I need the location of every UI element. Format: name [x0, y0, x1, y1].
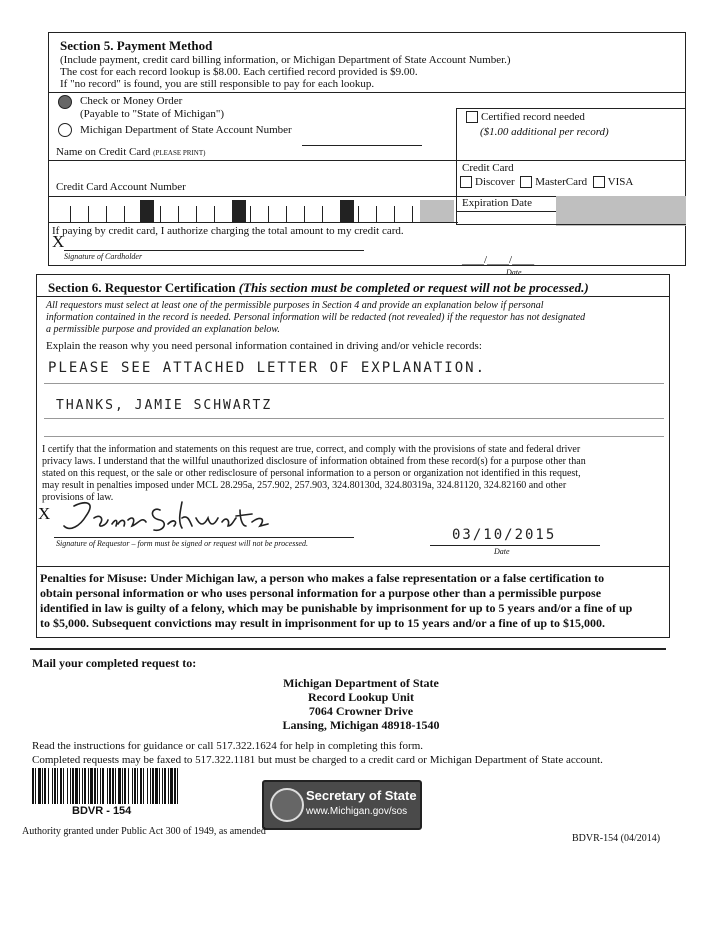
requestor-signature: [56, 496, 296, 540]
barcode: [32, 768, 182, 806]
explain-label: Explain the reason why you need personal information contained in driving and/or vehicle records:: [46, 340, 482, 352]
barcode-bar: [52, 768, 53, 804]
mail-divider: [30, 648, 666, 650]
cardholder-x: X: [52, 232, 65, 251]
card-digit-divider: [412, 206, 413, 222]
explanation-handwritten-2[interactable]: THANKS, JAMIE SCHWARTZ: [56, 398, 273, 413]
visa-label: VISA: [607, 176, 634, 188]
account-number-radio[interactable]: [58, 123, 72, 137]
certify-line-2: privacy laws. I understand that the willful unauthorized disclosure of information obtained from these record(s) for a purpose other than: [42, 456, 586, 467]
name-on-card-label: [56, 146, 205, 160]
form-id: BDVR-154 (04/2014): [572, 833, 661, 844]
name-on-card-text: Name on Credit Card: [56, 146, 151, 158]
check-money-order-label: Check or Money Order: [80, 95, 183, 107]
barcode-bar: [60, 768, 62, 804]
card-digit-divider: [124, 206, 125, 222]
authorize-text: If paying by credit card, I authorize charging the total amount to my credit card.: [52, 225, 404, 237]
card-digit-divider: [196, 206, 197, 222]
card-digit-divider: [394, 206, 395, 222]
card-digit-divider: [250, 206, 251, 222]
section5-title: Section 5. Payment Method: [60, 38, 213, 53]
sos-seal-icon: [270, 788, 304, 822]
account-number-label: Michigan Department of State Account Number: [80, 124, 292, 136]
barcode-bar: [32, 768, 34, 804]
mail-heading: Mail your completed request to:: [32, 656, 197, 670]
requestor-signature-label: Signature of Requestor – form must be signed or request will not be processed.: [56, 539, 308, 548]
barcode-bar: [140, 768, 142, 804]
barcode-bar: [168, 768, 169, 804]
section6-intro-3: a permissible purpose and provided an explanation below.: [46, 324, 280, 335]
help-line-2: Completed requests may be faxed to 517.322.1181 but must be charged to a credit card or Michigan Department of State account.: [32, 754, 603, 766]
barcode-bar: [102, 768, 104, 804]
barcode-bar: [177, 768, 178, 804]
barcode-bar: [118, 768, 121, 804]
account-number-field[interactable]: [302, 145, 422, 146]
barcode-bar: [97, 768, 98, 804]
barcode-bar: [94, 768, 96, 804]
barcode-bar: [82, 768, 83, 804]
name-on-card-field[interactable]: [50, 160, 454, 176]
requestor-signature-line[interactable]: [54, 537, 354, 538]
barcode-bar: [137, 768, 138, 804]
barcode-bar: [124, 768, 126, 804]
credit-card-label: Credit Card: [462, 162, 514, 174]
barcode-bar: [150, 768, 151, 804]
card-digit-divider: [286, 206, 287, 222]
cardholder-date-label: Date: [506, 268, 522, 277]
card-number-shaded: [420, 200, 454, 222]
barcode-bar: [90, 768, 93, 804]
barcode-bar: [115, 768, 116, 804]
barcode-bar: [155, 768, 158, 804]
barcode-bar: [134, 768, 136, 804]
barcode-bar: [42, 768, 43, 804]
penalties-line-3: identified in law is guilty of a felony, which may be punishable by imprisonment for up to 5 years and/or a fine of up: [40, 601, 633, 615]
barcode-bar: [100, 768, 101, 804]
card-digit-divider: [322, 206, 323, 222]
section5-note-3: If "no record" is found, you are still responsible to pay for each lookup.: [60, 78, 375, 90]
penalties-line-2: obtain personal information or who uses personal information for a purpose other than a permissible purpose: [40, 586, 602, 600]
barcode-bar: [44, 768, 46, 804]
card-number-boxes[interactable]: [50, 196, 456, 220]
barcode-bar: [57, 768, 58, 804]
barcode-bar: [112, 768, 114, 804]
barcode-bar: [132, 768, 133, 804]
barcode-bar: [162, 768, 163, 804]
barcode-bar: [174, 768, 176, 804]
penalties-line-4: to $5,000. Subsequent convictions may result in imprisonment for up to 15 years and/or a fine of up to $15,000.: [40, 616, 606, 630]
barcode-bar: [107, 768, 108, 804]
sos-logo-title: Secretary of State: [306, 788, 417, 803]
certified-record-checkbox[interactable]: [466, 111, 478, 123]
section6-intro-2: information contained in the record is needed. Personal information will be redacted (not revealed) if the requestor has not designated: [46, 312, 586, 323]
certify-line-5: provisions of law.: [42, 492, 114, 503]
mail-address-4: Lansing, Michigan 48918-1540: [282, 718, 440, 732]
barcode-bar: [109, 768, 111, 804]
barcode-bar: [84, 768, 86, 804]
barcode-bar: [79, 768, 80, 804]
expiration-label: Expiration Date: [462, 197, 532, 209]
requestor-date-value[interactable]: 03/10/2015: [452, 527, 557, 543]
barcode-bar: [128, 768, 129, 804]
card-types: [460, 176, 633, 189]
visa-checkbox[interactable]: [593, 176, 605, 188]
sos-logo: [262, 780, 422, 830]
card-digit-divider: [304, 206, 305, 222]
certified-record-label: Certified record needed: [481, 111, 585, 123]
barcode-bar: [38, 768, 41, 804]
barcode-bar: [63, 768, 64, 804]
check-money-order-sub: (Payable to "State of Michigan"): [80, 108, 224, 120]
certify-line-4: may result in penalties imposed under MCL 28.295a, 257.902, 257.903, 324.80130d, 324.80319a, 324.81120, 324.82160 and other: [42, 480, 567, 491]
barcode-bar: [147, 768, 148, 804]
barcode-bar: [164, 768, 166, 804]
explanation-handwritten-1[interactable]: PLEASE SEE ATTACHED LETTER OF EXPLANATION.: [48, 360, 487, 376]
section6-title-note: (This section must be completed or request will not be processed.): [238, 280, 589, 295]
card-group-separator: [340, 200, 354, 222]
mastercard-label: MasterCard: [535, 176, 588, 188]
sos-logo-url[interactable]: www.Michigan.gov/sos: [306, 806, 408, 817]
barcode-bar: [170, 768, 173, 804]
card-digit-divider: [160, 206, 161, 222]
barcode-bar: [75, 768, 78, 804]
card-digit-divider: [88, 206, 89, 222]
section5-note-2: The cost for each record lookup is $8.00. Each certified record provided is $9.00.: [60, 66, 418, 78]
section5-note-1: (Include payment, credit card billing information, or Michigan Department of State Account Number.): [60, 54, 511, 66]
requestor-date-label: Date: [494, 547, 510, 556]
barcode-bar: [72, 768, 74, 804]
card-group-separator: [232, 200, 246, 222]
card-digit-divider: [178, 206, 179, 222]
help-line-1: Read the instructions for guidance or call 517.322.1624 for help in completing this form.: [32, 740, 424, 752]
barcode-label: BDVR - 154: [72, 805, 132, 817]
requestor-x: X: [38, 504, 51, 523]
cardholder-signature-line[interactable]: [64, 250, 364, 251]
barcode-bar: [88, 768, 89, 804]
card-digit-divider: [358, 206, 359, 222]
card-digit-divider: [214, 206, 215, 222]
section6-title: [48, 280, 589, 295]
section6-title-text: Section 6. Requestor Certification: [48, 280, 236, 295]
discover-checkbox[interactable]: [460, 176, 472, 188]
barcode-bar: [35, 768, 36, 804]
penalties-line-1: Penalties for Misuse: Under Michigan law, a person who makes a false representation or a false certification to: [40, 571, 605, 585]
cardholder-date-field[interactable]: ____/____/____: [462, 254, 535, 266]
card-digit-divider: [268, 206, 269, 222]
account-number-card-label: Credit Card Account Number: [56, 181, 186, 193]
barcode-bar: [152, 768, 154, 804]
card-digit-divider: [70, 206, 71, 222]
mail-address-1: Michigan Department of State: [283, 676, 439, 690]
mail-address-3: 7064 Crowner Drive: [308, 704, 414, 718]
cardholder-signature-label: Signature of Cardholder: [64, 252, 143, 261]
mail-address-2: Record Lookup Unit: [307, 690, 414, 704]
certified-record-sub: ($1.00 additional per record): [480, 126, 609, 138]
section6-intro-1: All requestors must select at least one of the permissible purposes in Section 4 and provide an explanation below if personal: [46, 300, 544, 311]
barcode-bar: [67, 768, 68, 804]
please-print: (PLEASE PRINT): [153, 149, 206, 157]
card-digit-divider: [106, 206, 107, 222]
check-money-order-radio[interactable]: [58, 95, 72, 109]
barcode-bar: [143, 768, 144, 804]
discover-label: Discover: [475, 176, 515, 188]
barcode-bar: [122, 768, 123, 804]
barcode-bar: [48, 768, 49, 804]
card-digit-divider: [376, 206, 377, 222]
authority-note: Authority granted under Public Act 300 of 1949, as amended: [22, 826, 266, 837]
mastercard-checkbox[interactable]: [520, 176, 532, 188]
expiration-shaded: [556, 196, 686, 226]
certified-record-option[interactable]: [466, 111, 585, 124]
card-group-separator: [140, 200, 154, 222]
certify-line-1: I certify that the information and statements on this request are true, correct, and comply with the provisions of state and federal driver: [42, 444, 581, 455]
certify-line-3: stated on this request, or the sale or other redisclosure of personal information to a person or organization not identified in this request,: [42, 468, 581, 479]
barcode-bar: [70, 768, 71, 804]
barcode-bar: [54, 768, 56, 804]
barcode-bar: [159, 768, 160, 804]
